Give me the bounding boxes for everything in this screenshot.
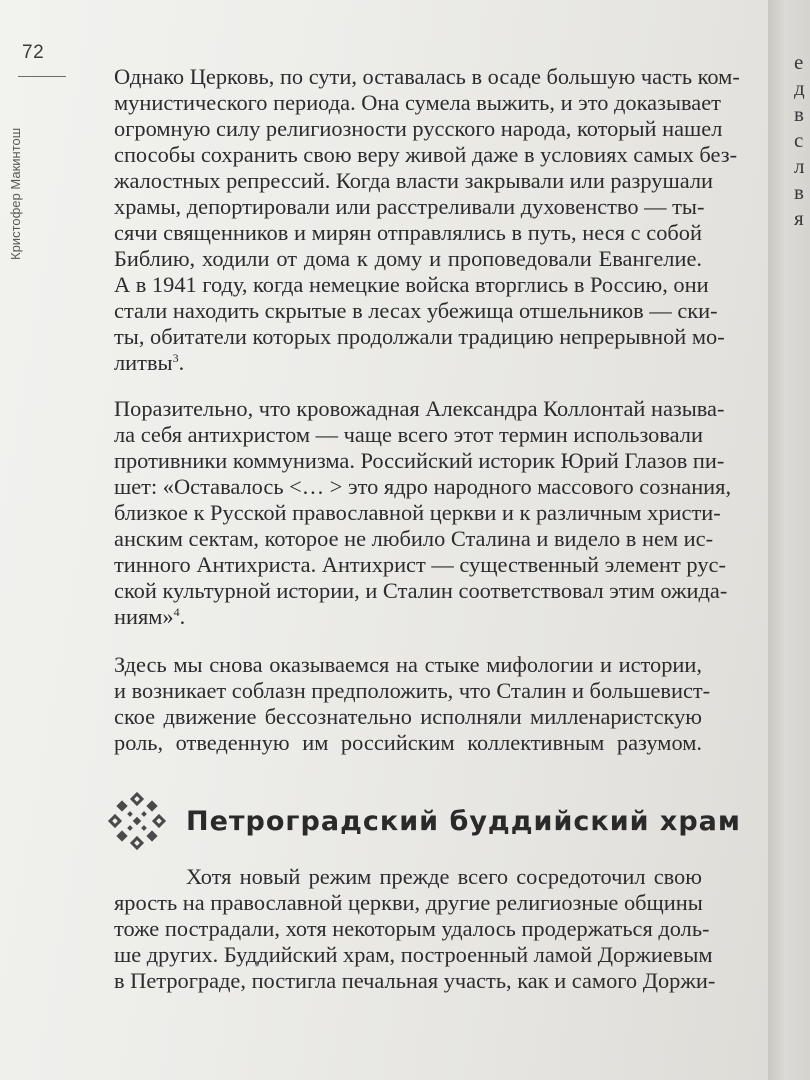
text-line: храмы, депортировали или расстреливали духовенство — ты- (114, 194, 705, 219)
paragraph-1 (114, 64, 740, 376)
text-line-last: ниям»$^4$. (114, 604, 186, 629)
text-line: Здесь мы снова оказываемся на стыке мифологии и истории, (114, 652, 702, 677)
text-line: Однако Церковь, по сути, оставалась в осаде большую часть ком- (114, 64, 740, 89)
text-line: анским сектам, которое не любило Сталина и видело в нем ис- (114, 526, 714, 551)
edge-fragment: в (794, 180, 804, 204)
text-line: противники коммунизма. Российский историк Юрий Глазов пи- (114, 448, 725, 473)
edge-fragment: л (794, 154, 805, 178)
edge-fragment: с (794, 128, 804, 152)
text-line: Библию, ходили от дома к дому и проповедовали Евангелие. (114, 246, 702, 271)
text-line: ше других. Буддийский храм, построенный ламой Доржиевым (114, 942, 713, 967)
edge-fragment: я (794, 206, 804, 230)
text-line: шет: «Оставалось <… > это ядро народного массового сознания, (114, 474, 732, 499)
page-number: 72 (22, 42, 45, 63)
text-line: ской культурной истории, и Сталин соответствовал этим ожида- (114, 578, 728, 603)
text-line: сячи священников и мирян отправлялись в путь, неся с собой (114, 220, 702, 245)
edge-fragment: в (794, 102, 804, 126)
text-line: тинного Антихриста. Антихрист — существенный элемент рус- (114, 552, 726, 577)
text-line: тоже пострадали, хотя некоторым удалось продержаться доль- (114, 916, 710, 941)
text-line: ское движение бессознательно исполняли милленаристскую (114, 704, 702, 729)
footnote-marker: 3 (172, 351, 179, 365)
text-line: способы сохранить свою веру живой даже в условиях самых без- (114, 142, 738, 167)
text-fragment: ниям» (114, 604, 174, 629)
text-line: стали находить скрытые в лесах убежища отшельников — ски- (114, 298, 718, 323)
section-heading: Петроградский буддийский храм (186, 806, 741, 837)
text-line: роль, отведенную им российским коллективным разумом. (114, 730, 702, 755)
text-line: жалостных репрессий. Когда власти закрывали или разрушали (114, 168, 714, 193)
text-line: близкое к Русской православной церкви и к различным христи- (114, 500, 721, 525)
text-line: А в 1941 году, когда немецкие войска вторглись в Россию, они (114, 272, 709, 297)
text-line: ярость на православной церкви, другие религиозные общины (114, 890, 703, 915)
text-line: и возникает соблазн предположить, что Сталин и большевист- (114, 678, 711, 703)
text-line: в Петрограде, постигла печальная участь, как и самого Доржи- (114, 968, 716, 993)
text-line: мунистического периода. Она сумела выжить, и это доказывает (114, 90, 721, 115)
text-line: ла себя антихристом — чаще всего этот термин использовали (114, 422, 703, 447)
running-head-author: Кристофер Макинтош (8, 127, 23, 260)
edge-fragment: е (794, 50, 804, 74)
text-line: Хотя новый режим прежде всего сосредоточил свою (186, 864, 702, 889)
text-line: ты, обитатели которых продолжали традицию непрерывной мо- (114, 324, 725, 349)
section-paragraph (114, 864, 716, 994)
edge-fragment: д (794, 76, 805, 100)
footnote-marker: 4 (173, 605, 180, 619)
paragraph-2 (114, 396, 732, 630)
snowflake-ornament-icon (106, 790, 168, 852)
paragraph-3 (114, 652, 711, 756)
text-line-last: литвы$^3$. (114, 350, 185, 375)
page-number-rule (18, 76, 66, 77)
text-line: огромную силу религиозности русского народа, который нашел (114, 116, 723, 141)
text-fragment: литвы (114, 350, 173, 375)
text-line: Поразительно, что кровожадная Александра Коллонтай называ- (114, 396, 725, 421)
next-page-edge (768, 0, 810, 1080)
